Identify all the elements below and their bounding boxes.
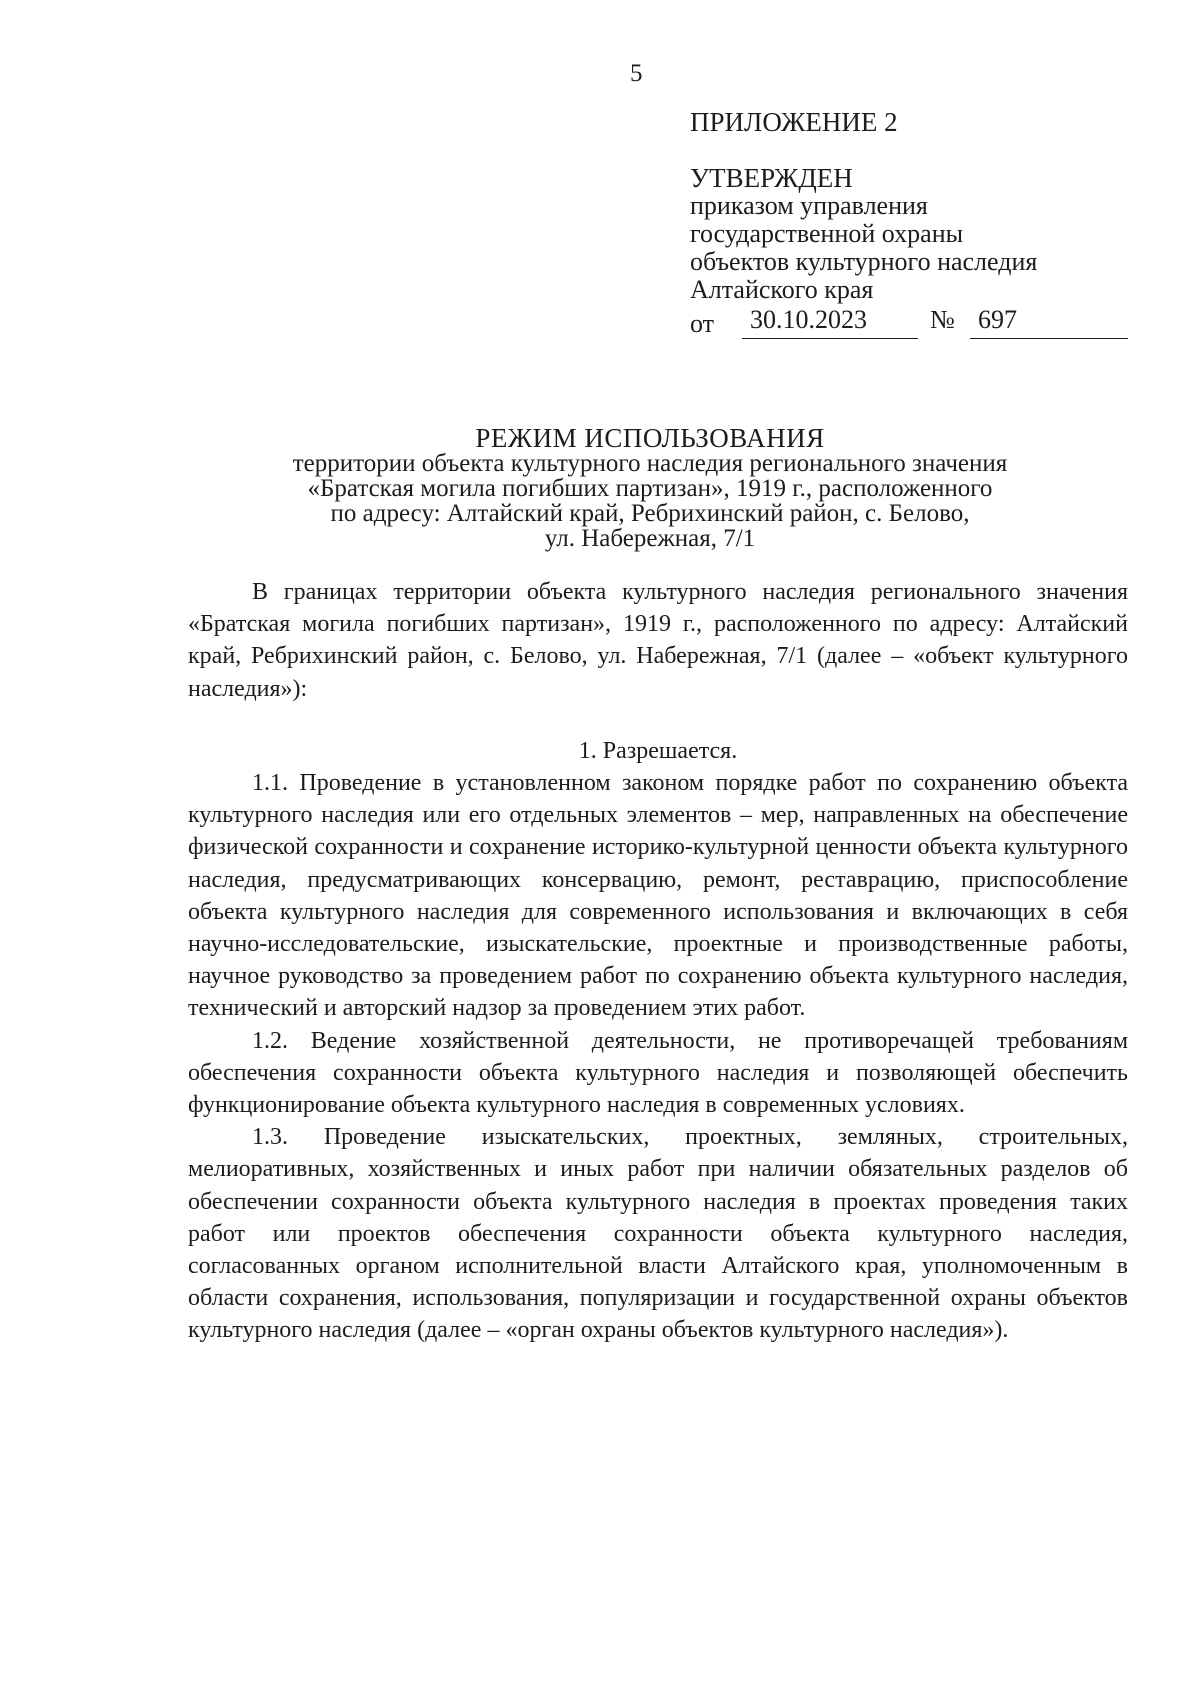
document-body — [188, 576, 1128, 1347]
approved-label: УТВЕРЖДЕН — [690, 163, 853, 193]
document-title: РЕЖИМ ИСПОЛЬЗОВАНИЯ — [475, 423, 825, 453]
order-number: 697 — [970, 306, 1128, 339]
intro-paragraph: В границах территории объекта культурного наследия регионального значения «Братская могила погибших партизан», 1919 г., расположенного по адресу: Алтайский край, Ребрихинский район, с. Белово, ул. Набережная, 7/1 (далее – «объект культурного наследия»): — [188, 579, 1128, 702]
appendix-label: ПРИЛОЖЕНИЕ 2 — [690, 107, 898, 137]
approval-line: государственной охраны — [690, 219, 964, 248]
item-paragraph: 1.2. Ведение хозяйственной деятельности, не противоречащей требованиям обеспечения сохранности объекта культурного наследия и позволяющей обеспечить функционирование объекта культурного наследия в современных условиях. — [188, 1027, 1128, 1119]
order-number-sign: № — [930, 305, 955, 334]
order-reference — [690, 306, 1130, 340]
heading-line: по адресу: Алтайский край, Ребрихинский район, с. Белово, — [330, 500, 970, 527]
approval-line: объектов культурного наследия — [690, 247, 1038, 276]
approval-block — [690, 108, 1130, 340]
approval-line: Алтайского края — [690, 275, 874, 304]
order-from-label: от — [690, 309, 715, 338]
item-paragraph: 1.1. Проведение в установленном законом порядке работ по сохранению объекта культурного наследия или его отдельных элементов – мер, направленных на обеспечение физической сохранности и сохранение историко-культурной ценности объекта культурного наследия, предусматривающих консервацию, ремонт, реставрацию, приспособление объекта культурного наследия для современного использования и включающих в себя научно-исследовательские, изыскательские, проектные и производственные работы, научное руководство за проведением работ по сохранению объекта культурного наследия, технический и авторский надзор за проведением этих работ. — [188, 770, 1128, 1022]
heading-line: «Братская могила погибших партизан», 1919 г., расположенного — [307, 475, 993, 502]
document-heading — [230, 423, 1070, 552]
item-paragraph: 1.3. Проведение изыскательских, проектных, земляных, строительных, мелиоративных, хозяйственных и иных работ при наличии обязательных разделов об обеспечении сохранности объекта культурного наследия в проектах проведения таких работ или проектов обеспечения сохранности объекта культурного наследия, согласованных органом исполнительной власти Алтайского края, уполномоченным в области сохранения, использования, популяризации и государственной охраны объектов культурного наследия (далее – «орган охраны объектов культурного наследия»). — [188, 1124, 1128, 1344]
heading-line: ул. Набережная, 7/1 — [544, 525, 756, 552]
order-date: 30.10.2023 — [742, 306, 918, 339]
page-number: 5 — [630, 60, 643, 87]
approval-line: приказом управления — [690, 191, 928, 220]
heading-line: территории объекта культурного наследия регионального значения — [292, 450, 1008, 477]
section-title: 1. Разрешается. — [578, 737, 738, 764]
